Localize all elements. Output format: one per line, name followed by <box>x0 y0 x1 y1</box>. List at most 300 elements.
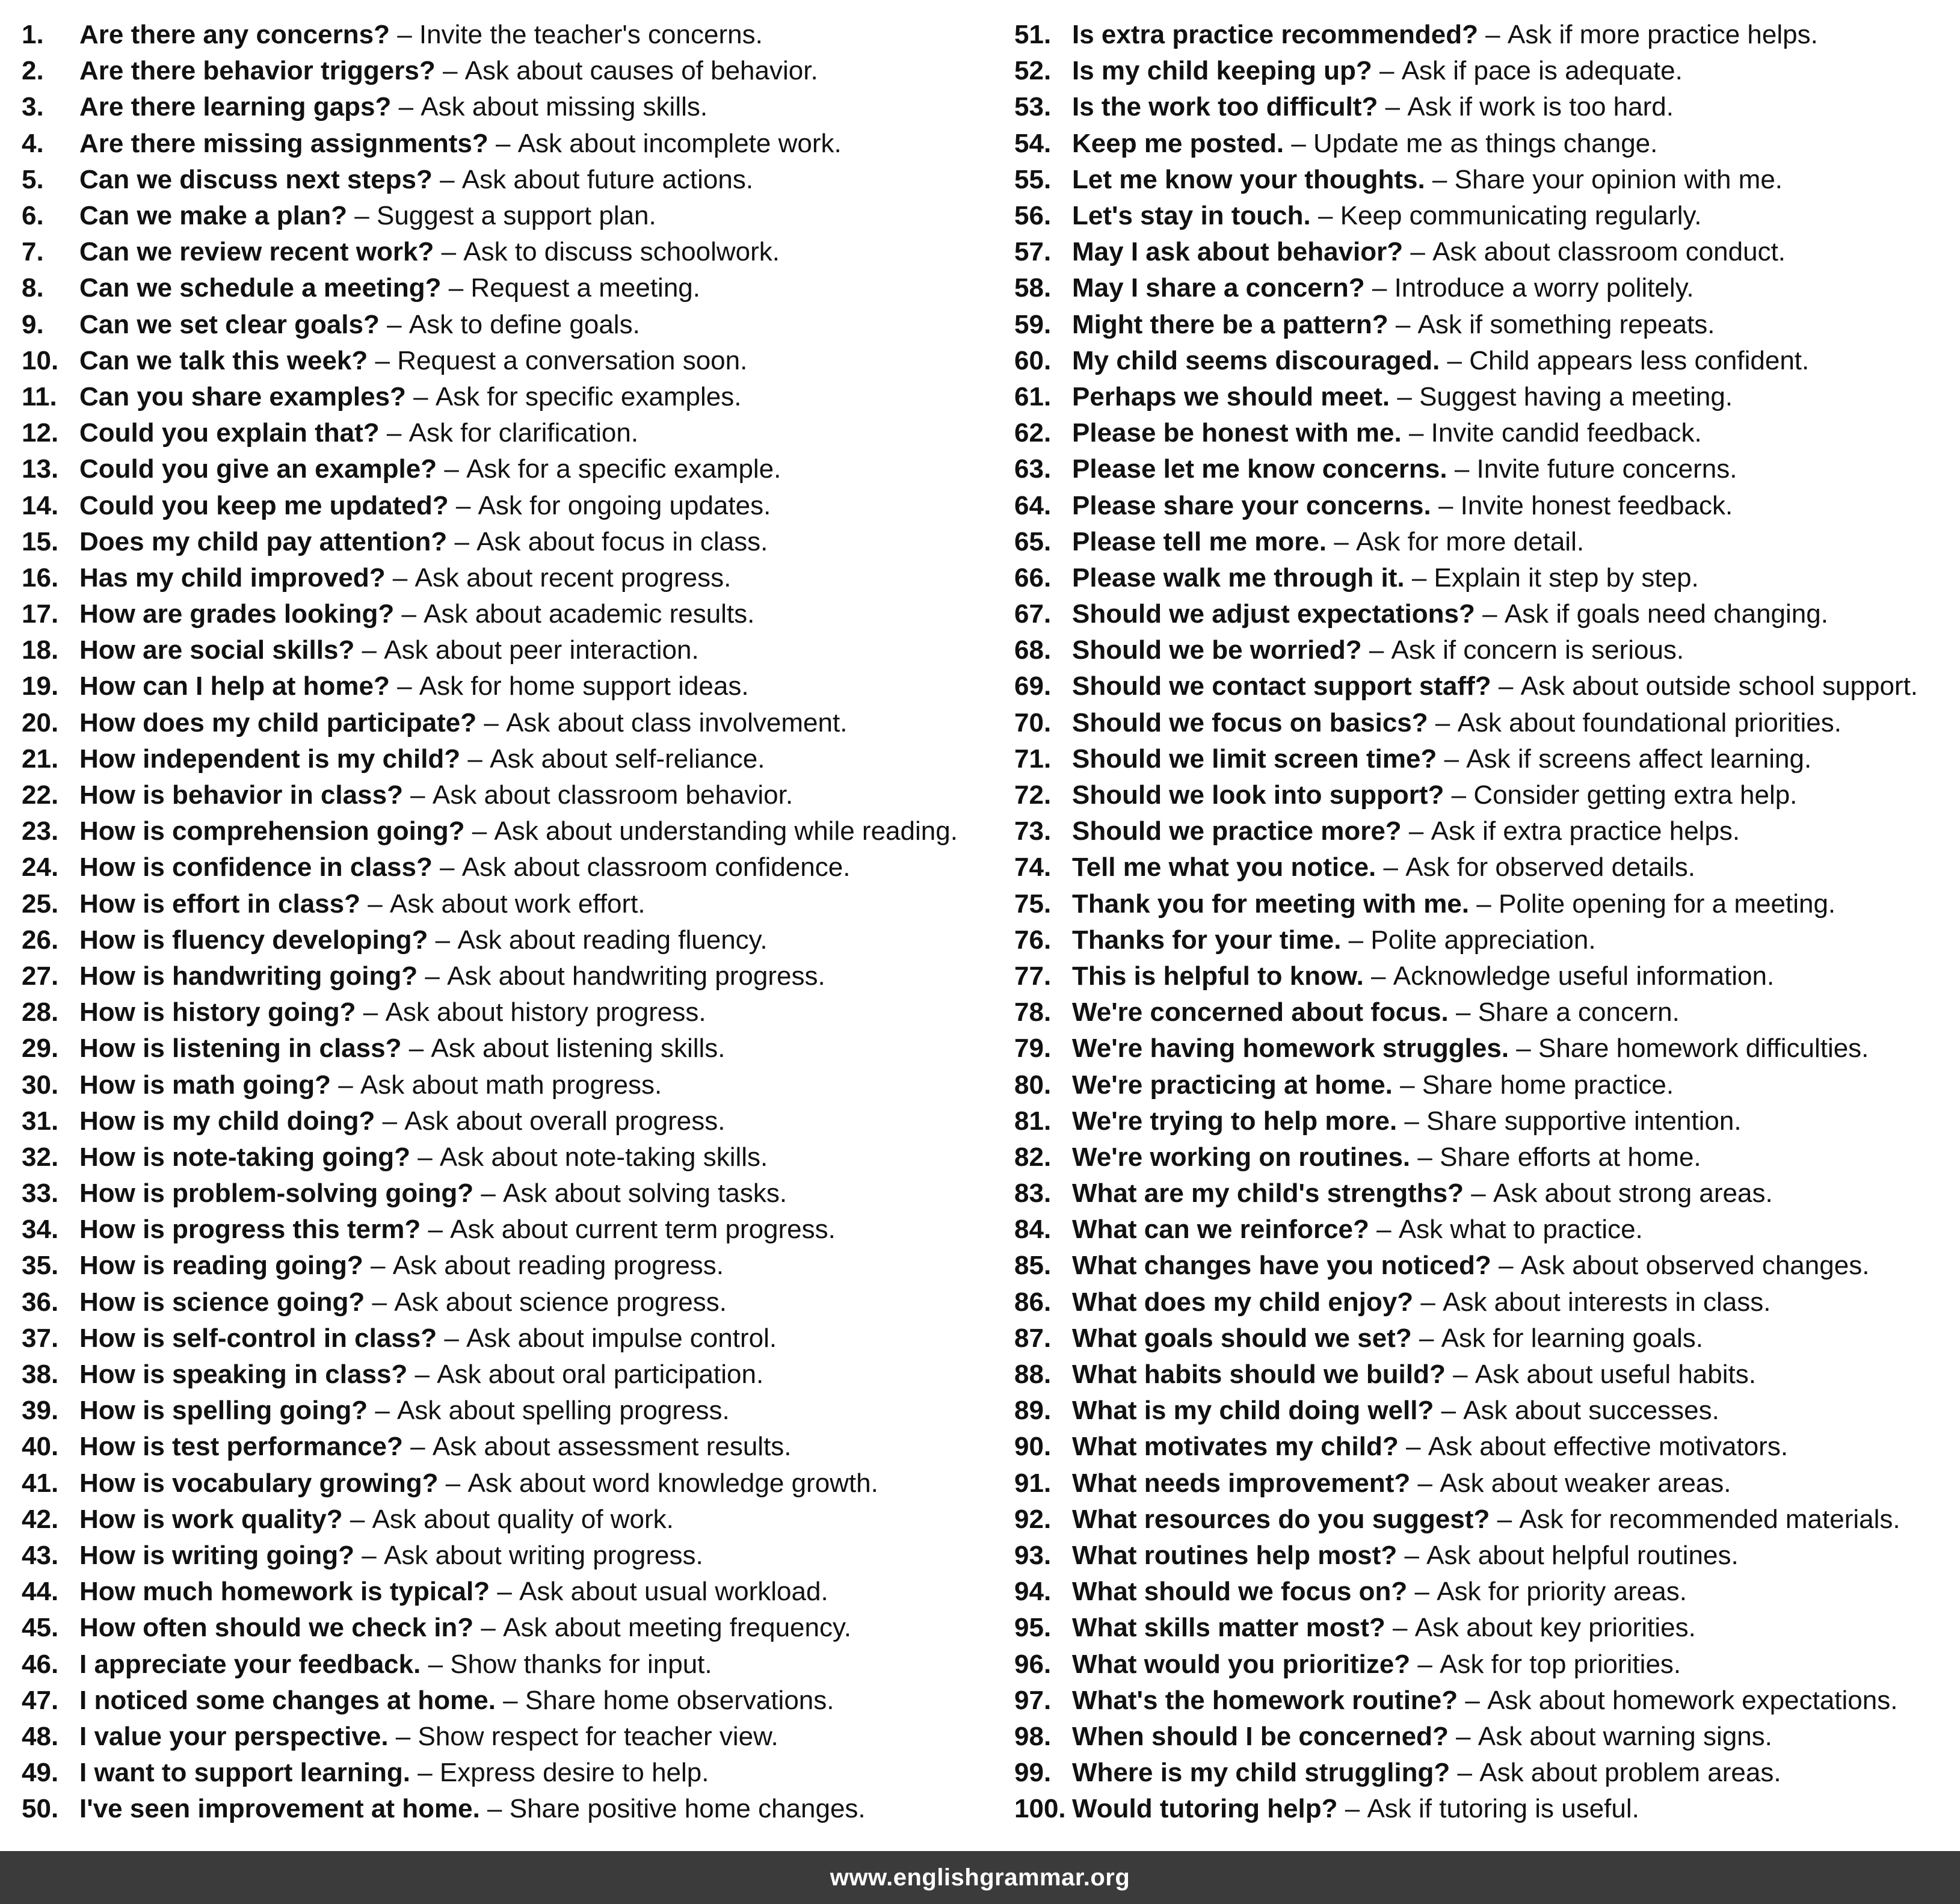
item-description: Ask about reading progress. <box>392 1251 724 1281</box>
item-description: Ask if work is too hard. <box>1407 92 1674 122</box>
item-description: Ask about foundational priorities. <box>1457 707 1841 738</box>
item-phrase: How often should we check in? <box>79 1613 474 1643</box>
item-number: 72. <box>1014 780 1052 810</box>
item-number: 24. <box>22 852 59 883</box>
item-separator: – <box>1385 1613 1415 1643</box>
item-phrase: What changes have you noticed? <box>1072 1251 1491 1281</box>
item-phrase: May I share a concern? <box>1072 273 1365 303</box>
item-phrase: How is speaking in class? <box>79 1360 408 1390</box>
item-separator: – <box>347 201 377 231</box>
item-description: Ask about focus in class. <box>476 526 768 556</box>
list-item <box>22 741 958 777</box>
item-description: Polite opening for a meeting. <box>1499 889 1836 919</box>
list-item <box>1014 1646 1918 1682</box>
item-description: Ask for learning goals. <box>1441 1323 1703 1353</box>
item-phrase: This is helpful to know. <box>1072 961 1364 991</box>
item-number: 8. <box>22 273 44 303</box>
item-description: Invite future concerns. <box>1476 454 1737 484</box>
item-separator: – <box>447 526 477 556</box>
item-description: Share positive home changes. <box>509 1794 866 1824</box>
list-item <box>1014 813 1918 849</box>
item-separator: – <box>394 599 424 629</box>
item-phrase: Keep me posted. <box>1072 128 1284 158</box>
item-description: Ask for specific examples. <box>435 381 742 411</box>
item-description: Ask about assessment results. <box>432 1432 792 1462</box>
item-phrase: I appreciate your feedback. <box>79 1649 421 1679</box>
item-phrase: Can we make a plan? <box>79 201 348 231</box>
item-description: Ask if goals need changing. <box>1504 599 1828 629</box>
item-description: Ask if concern is serious. <box>1391 635 1684 665</box>
item-phrase: Thank you for meeting with me. <box>1072 889 1470 919</box>
item-number: 55. <box>1014 164 1052 194</box>
item-phrase: How is work quality? <box>79 1504 343 1534</box>
item-description: Ask if extra practice helps. <box>1431 816 1740 846</box>
list-item <box>22 1320 958 1357</box>
item-separator: – <box>1410 1649 1440 1679</box>
item-number: 50. <box>22 1794 59 1824</box>
item-description: Ask about helpful routines. <box>1426 1540 1739 1570</box>
list-item <box>1014 958 1918 994</box>
item-number: 68. <box>1014 635 1052 665</box>
item-separator: – <box>1397 1540 1427 1570</box>
item-separator: – <box>1361 635 1391 665</box>
item-phrase: Please tell me more. <box>1072 526 1327 556</box>
list-item <box>22 198 958 234</box>
item-description: Ask about problem areas. <box>1479 1758 1781 1788</box>
item-phrase: How independent is my child? <box>79 744 461 774</box>
item-number: 56. <box>1014 201 1052 231</box>
item-number: 2. <box>22 56 44 86</box>
item-separator: – <box>1434 1396 1464 1426</box>
item-phrase: How is confidence in class? <box>79 852 433 883</box>
item-phrase: Thanks for your time. <box>1072 925 1342 955</box>
item-separator: – <box>375 1106 405 1136</box>
item-description: Share supportive intention. <box>1426 1106 1742 1136</box>
item-number: 35. <box>22 1251 59 1281</box>
item-phrase: Is my child keeping up? <box>1072 56 1372 86</box>
item-number: 29. <box>22 1034 59 1064</box>
item-phrase: What habits should we build? <box>1072 1360 1446 1390</box>
item-description: Ask for home support ideas. <box>419 671 749 701</box>
list-item <box>22 1067 958 1103</box>
item-number: 83. <box>1014 1178 1052 1209</box>
item-separator: – <box>389 20 419 50</box>
item-phrase: Should we look into support? <box>1072 780 1444 810</box>
item-number: 58. <box>1014 273 1052 303</box>
item-number: 14. <box>22 490 59 520</box>
item-phrase: What is my child doing well? <box>1072 1396 1434 1426</box>
item-phrase: Should we limit screen time? <box>1072 744 1437 774</box>
item-number: 28. <box>22 997 59 1027</box>
item-phrase: Could you explain that? <box>79 418 380 448</box>
list-item <box>1014 1067 1918 1103</box>
item-number: 39. <box>22 1396 59 1426</box>
item-description: Ask about word knowledge growth. <box>467 1468 878 1498</box>
phrase-list <box>0 17 1960 1828</box>
item-separator: – <box>428 925 458 955</box>
list-item <box>1014 1175 1918 1212</box>
item-separator: – <box>410 1142 440 1172</box>
item-description: Ask about oral participation. <box>437 1360 764 1390</box>
list-item <box>22 379 958 415</box>
item-separator: – <box>1390 381 1420 411</box>
item-separator: – <box>1337 1794 1367 1824</box>
item-separator: – <box>356 997 386 1027</box>
list-item <box>22 922 958 958</box>
item-separator: – <box>473 1613 504 1643</box>
item-phrase: How is fluency developing? <box>79 925 428 955</box>
item-phrase: What routines help most? <box>1072 1540 1398 1570</box>
item-description: Share home practice. <box>1422 1070 1674 1100</box>
item-number: 46. <box>22 1649 59 1679</box>
item-description: Child appears less confident. <box>1469 345 1810 375</box>
list-item <box>22 994 958 1031</box>
item-number: 49. <box>22 1758 59 1788</box>
list-item <box>22 1610 958 1646</box>
item-phrase: How is comprehension going? <box>79 816 465 846</box>
list-item <box>1014 198 1918 234</box>
list-item <box>22 1031 958 1067</box>
item-number: 82. <box>1014 1142 1052 1172</box>
item-separator: – <box>401 1034 431 1064</box>
item-separator: – <box>464 816 495 846</box>
item-number: 21. <box>22 744 59 774</box>
item-description: Ask about work effort. <box>389 889 646 919</box>
list-item <box>1014 1683 1918 1719</box>
list-item <box>1014 307 1918 343</box>
item-separator: – <box>421 1649 451 1679</box>
list-item <box>1014 1031 1918 1067</box>
item-description: Ask about observed changes. <box>1520 1251 1870 1281</box>
item-description: Suggest having a meeting. <box>1419 381 1733 411</box>
list-item <box>22 487 958 523</box>
item-phrase: Can we schedule a meeting? <box>79 273 442 303</box>
item-separator: – <box>421 1215 451 1245</box>
item-description: Polite appreciation. <box>1370 925 1596 955</box>
item-separator: – <box>1475 599 1505 629</box>
item-number: 7. <box>22 237 44 267</box>
item-description: Ask if pace is adequate. <box>1401 56 1683 86</box>
list-item <box>1014 270 1918 306</box>
list-item <box>1014 487 1918 523</box>
item-number: 44. <box>22 1577 59 1607</box>
item-number: 95. <box>1014 1613 1052 1643</box>
item-phrase: Please share your concerns. <box>1072 490 1431 520</box>
item-number: 26. <box>22 925 59 955</box>
item-description: Ask about useful habits. <box>1475 1360 1756 1390</box>
item-separator: – <box>1445 1360 1475 1390</box>
item-separator: – <box>1284 128 1314 158</box>
item-description: Ask about history progress. <box>385 997 706 1027</box>
item-number: 91. <box>1014 1468 1052 1498</box>
list-item <box>1014 849 1918 886</box>
item-description: Show thanks for input. <box>450 1649 712 1679</box>
item-separator: – <box>476 707 507 738</box>
item-phrase: When should I be concerned? <box>1072 1721 1449 1751</box>
item-description: Ask about spelling progress. <box>397 1396 730 1426</box>
item-number: 19. <box>22 671 59 701</box>
item-phrase: Please be honest with me. <box>1072 418 1402 448</box>
list-item <box>22 886 958 922</box>
item-description: Express desire to help. <box>439 1758 709 1788</box>
list-item <box>22 1683 958 1719</box>
item-number: 57. <box>1014 237 1052 267</box>
item-phrase: How is writing going? <box>79 1540 355 1570</box>
item-description: Ask about usual workload. <box>519 1577 828 1607</box>
item-number: 1. <box>22 20 44 50</box>
item-description: Share efforts at home. <box>1440 1142 1701 1172</box>
item-separator: – <box>1392 1070 1422 1100</box>
item-separator: – <box>418 961 448 991</box>
item-phrase: Should we adjust expectations? <box>1072 599 1475 629</box>
item-phrase: Is extra practice recommended? <box>1072 20 1478 50</box>
item-number: 40. <box>22 1432 59 1462</box>
item-number: 89. <box>1014 1396 1052 1426</box>
list-item <box>22 307 958 343</box>
item-separator: – <box>1410 1142 1440 1172</box>
list-item <box>22 1139 958 1175</box>
list-item <box>1014 1429 1918 1465</box>
list-item <box>22 849 958 886</box>
list-item <box>1014 1465 1918 1502</box>
item-phrase: What can we reinforce? <box>1072 1215 1369 1245</box>
list-item <box>1014 632 1918 668</box>
item-phrase: How is handwriting going? <box>79 961 418 991</box>
item-phrase: We're having homework struggles. <box>1072 1034 1509 1064</box>
item-number: 63. <box>1014 454 1052 484</box>
item-separator: – <box>354 1540 384 1570</box>
item-phrase: What would you prioritize? <box>1072 1649 1411 1679</box>
item-description: Request a meeting. <box>470 273 700 303</box>
list-item <box>22 705 958 741</box>
item-phrase: Where is my child struggling? <box>1072 1758 1450 1788</box>
item-description: Ask about solving tasks. <box>503 1178 787 1209</box>
item-separator: – <box>490 1577 520 1607</box>
item-separator: – <box>479 1794 510 1824</box>
list-item <box>22 17 958 53</box>
list-item <box>22 1175 958 1212</box>
list-item <box>22 958 958 994</box>
item-separator: – <box>1491 1251 1521 1281</box>
item-description: Ask for observed details. <box>1405 852 1695 883</box>
item-phrase: How is note-taking going? <box>79 1142 410 1172</box>
item-number: 48. <box>22 1721 59 1751</box>
item-description: Ask about strong areas. <box>1493 1178 1773 1209</box>
item-number: 69. <box>1014 671 1052 701</box>
item-number: 15. <box>22 526 59 556</box>
list-item <box>1014 994 1918 1031</box>
item-separator: – <box>1363 961 1393 991</box>
item-phrase: I value your perspective. <box>79 1721 389 1751</box>
footer-bar <box>0 1851 1960 1904</box>
item-phrase: I've seen improvement at home. <box>79 1794 480 1824</box>
item-phrase: Can you share examples? <box>79 381 406 411</box>
item-description: Ask about science progress. <box>394 1287 727 1317</box>
list-item <box>1014 741 1918 777</box>
item-separator: – <box>432 852 462 883</box>
item-description: Ask about homework expectations. <box>1487 1685 1898 1715</box>
item-separator: – <box>1509 1034 1538 1064</box>
item-phrase: I want to support learning. <box>79 1758 410 1788</box>
list-item <box>22 1791 958 1827</box>
list-item <box>22 415 958 451</box>
item-description: Ask about handwriting progress. <box>447 961 825 991</box>
item-description: Ask about overall progress. <box>404 1106 726 1136</box>
item-separator: – <box>410 1758 440 1788</box>
list-item <box>1014 705 1918 741</box>
item-number: 51. <box>1014 20 1052 50</box>
item-separator: – <box>1437 744 1467 774</box>
item-number: 17. <box>22 599 59 629</box>
item-description: Consider getting extra help. <box>1473 780 1798 810</box>
list-item <box>22 89 958 125</box>
list-item <box>1014 1791 1918 1827</box>
right-column <box>1014 17 1918 1827</box>
item-separator: – <box>1444 780 1474 810</box>
item-phrase: How is problem-solving going? <box>79 1178 474 1209</box>
item-number: 65. <box>1014 526 1052 556</box>
item-phrase: What needs improvement? <box>1072 1468 1411 1498</box>
item-separator: – <box>1401 418 1431 448</box>
item-separator: – <box>407 1360 437 1390</box>
left-column <box>22 17 958 1827</box>
list-item <box>22 1755 958 1791</box>
item-number: 5. <box>22 164 44 194</box>
list-item <box>22 1393 958 1429</box>
item-number: 76. <box>1014 925 1052 955</box>
item-description: Ask for ongoing updates. <box>478 490 771 520</box>
item-phrase: Please walk me through it. <box>1072 562 1405 593</box>
item-phrase: Can we set clear goals? <box>79 309 380 339</box>
item-description: Share your opinion with me. <box>1454 164 1783 194</box>
item-phrase: What motivates my child? <box>1072 1432 1399 1462</box>
item-separator: – <box>1469 889 1499 919</box>
list-item <box>1014 234 1918 270</box>
list-item <box>22 596 958 632</box>
item-phrase: My child seems discouraged. <box>1072 345 1440 375</box>
item-phrase: Is the work too difficult? <box>1072 92 1378 122</box>
item-description: Ask about outside school support. <box>1520 671 1918 701</box>
list-item <box>1014 1755 1918 1791</box>
list-item <box>22 343 958 379</box>
list-item <box>22 1248 958 1284</box>
item-description: Ask if more practice helps. <box>1507 20 1818 50</box>
item-number: 22. <box>22 780 59 810</box>
item-phrase: Please let me know concerns. <box>1072 454 1447 484</box>
item-separator: – <box>360 889 390 919</box>
list-item <box>1014 668 1918 704</box>
item-description: Ask about future actions. <box>461 164 754 194</box>
item-number: 18. <box>22 635 59 665</box>
item-separator: – <box>405 381 436 411</box>
item-number: 96. <box>1014 1649 1052 1679</box>
item-separator: – <box>437 1323 467 1353</box>
item-number: 61. <box>1014 381 1052 411</box>
item-description: Ask to discuss schoolwork. <box>463 237 780 267</box>
item-description: Ask about weaker areas. <box>1440 1468 1731 1498</box>
item-separator: – <box>438 1468 468 1498</box>
item-separator: – <box>354 635 384 665</box>
item-description: Ask if something repeats. <box>1417 309 1715 339</box>
item-number: 25. <box>22 889 59 919</box>
item-description: Invite honest feedback. <box>1460 490 1733 520</box>
item-description: Ask about peer interaction. <box>384 635 699 665</box>
item-description: Ask about incomplete work. <box>517 128 842 158</box>
item-separator: – <box>379 309 409 339</box>
item-number: 86. <box>1014 1287 1052 1317</box>
item-number: 90. <box>1014 1432 1052 1462</box>
list-item <box>22 1103 958 1139</box>
item-description: Invite the teacher's concerns. <box>419 20 763 50</box>
item-phrase: Let's stay in touch. <box>1072 201 1311 231</box>
item-number: 62. <box>1014 418 1052 448</box>
item-description: Share homework difficulties. <box>1538 1034 1869 1064</box>
item-separator: – <box>1327 526 1357 556</box>
item-separator: – <box>1310 201 1340 231</box>
item-separator: – <box>1403 237 1433 267</box>
item-description: Ask what to practice. <box>1398 1215 1643 1245</box>
item-separator: – <box>437 454 467 484</box>
item-phrase: Could you keep me updated? <box>79 490 449 520</box>
item-separator: – <box>1425 164 1455 194</box>
item-phrase: How is effort in class? <box>79 889 360 919</box>
list-item <box>22 1646 958 1682</box>
item-separator: – <box>363 1251 393 1281</box>
item-description: Ask about writing progress. <box>383 1540 703 1570</box>
item-phrase: Let me know your thoughts. <box>1072 164 1425 194</box>
item-number: 45. <box>22 1613 59 1643</box>
list-item <box>1014 379 1918 415</box>
item-phrase: Tell me what you notice. <box>1072 852 1376 883</box>
item-separator: – <box>1490 1504 1520 1534</box>
item-description: Ask about self-reliance. <box>490 744 765 774</box>
item-number: 42. <box>22 1504 59 1534</box>
item-phrase: What goals should we set? <box>1072 1323 1412 1353</box>
item-separator: – <box>1411 1323 1441 1353</box>
list-item <box>22 524 958 560</box>
item-description: Ask about classroom conduct. <box>1432 237 1786 267</box>
item-number: 92. <box>1014 1504 1052 1534</box>
item-number: 27. <box>22 961 59 991</box>
list-item <box>1014 1610 1918 1646</box>
item-number: 94. <box>1014 1577 1052 1607</box>
item-phrase: How is science going? <box>79 1287 365 1317</box>
item-description: Ask about quality of work. <box>372 1504 674 1534</box>
item-phrase: Should we focus on basics? <box>1072 707 1428 738</box>
item-description: Ask for a specific example. <box>466 454 781 484</box>
item-phrase: We're concerned about focus. <box>1072 997 1449 1027</box>
footer-url[interactable]: www.englishgrammar.org <box>830 1864 1130 1891</box>
list-item <box>22 1465 958 1502</box>
list-item <box>22 162 958 198</box>
item-phrase: Could you give an example? <box>79 454 437 484</box>
list-item <box>1014 1393 1918 1429</box>
list-item <box>1014 1284 1918 1320</box>
item-description: Ask about current term progress. <box>450 1215 836 1245</box>
list-item <box>22 234 958 270</box>
item-phrase: How much homework is typical? <box>79 1577 490 1607</box>
item-number: 99. <box>1014 1758 1052 1788</box>
item-number: 54. <box>1014 128 1052 158</box>
item-number: 33. <box>22 1178 59 1209</box>
item-phrase: How can I help at home? <box>79 671 390 701</box>
item-phrase: How is history going? <box>79 997 356 1027</box>
item-description: Share home observations. <box>525 1685 834 1715</box>
item-number: 47. <box>22 1685 59 1715</box>
list-item <box>1014 777 1918 813</box>
list-item <box>22 1212 958 1248</box>
list-item <box>1014 451 1918 487</box>
